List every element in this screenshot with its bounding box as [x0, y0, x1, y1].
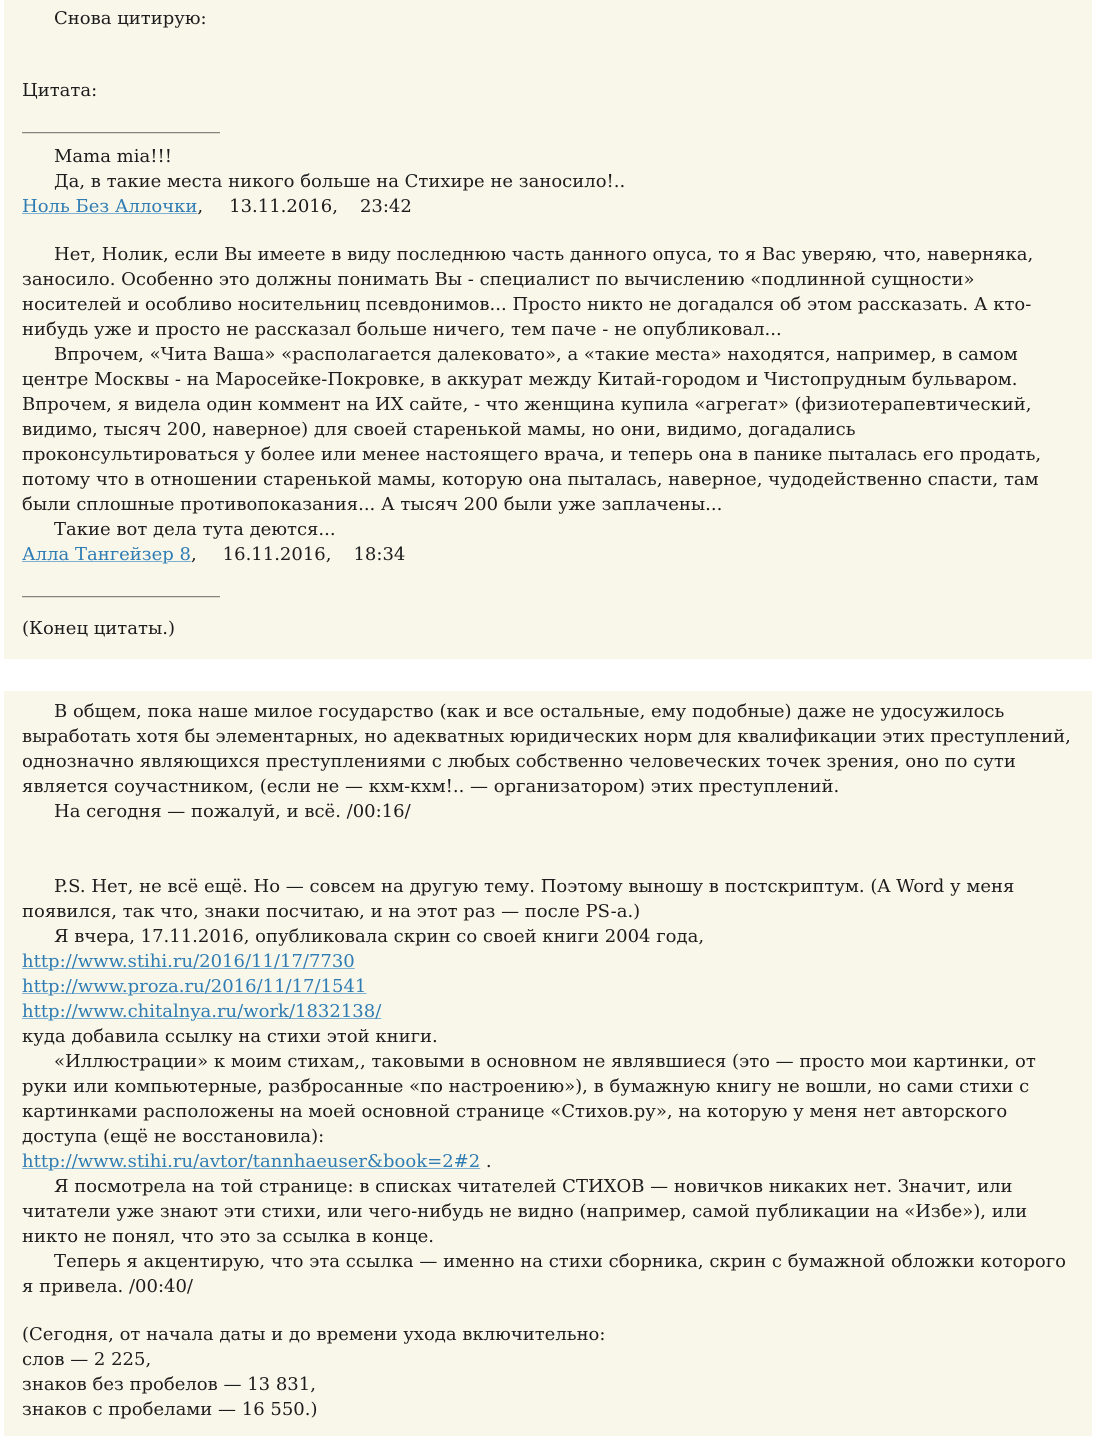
signature-date: 13.11.2016,	[229, 196, 338, 217]
avtor-link-suffix: .	[480, 1151, 492, 1172]
author-link-nol-bez-allochki[interactable]: Ноль Без Аллочки	[22, 196, 198, 217]
spacer	[22, 103, 1072, 111]
comment-line-1: Mama mia!!!	[54, 146, 172, 167]
link-stihi-7730[interactable]: http://www.stihi.ru/2016/11/17/7730	[22, 951, 355, 972]
signature-time: 18:34	[353, 544, 406, 565]
comment-line-2: Да, в такие места никого больше на Стихире не заносило!..	[54, 171, 626, 192]
ps-published-line: Я вчера, 17.11.2016, опубликовала скрин со своей книги 2004 года,	[54, 926, 705, 947]
para-today: На сегодня — пожалуй, и всё. /00:16/	[54, 801, 411, 822]
ps-accent-paragraph: Теперь я акцентирую, что эта ссылка — именно на стихи сборника, скрин с бумажной обложки которого я привела. /00:40/	[22, 1251, 1066, 1297]
ps-looked-paragraph: Я посмотрела на той странице: в списках читателей СТИХОВ — новичков никаких нет. Значит, или читатели уже знают эти стихи, или чего-нибудь не видно (например, самой публикации на «Избе»), или никто не понял, что это за ссылка в конце.	[22, 1176, 1028, 1247]
reply-paragraph-1: Нет, Нолик, если Вы имеете в виду последнюю часть данного опуса, то я Вас уверяю, что, наверняка, заносило. Особенно это должны понимать Вы - специалист по вычислению «подлинной сущности» носителей и особливо носительниц псевдонимов... Просто никто не догадался об этом рассказать. А кто-нибудь уже и просто не рассказал больше ничего, тем паче - не опубликовал...	[22, 244, 1034, 340]
link-proza-1541[interactable]: http://www.proza.ru/2016/11/17/1541	[22, 976, 367, 997]
reply-closing-line: Такие вот дела тута деются...	[54, 519, 336, 540]
stats-words-line: слов — 2 225,	[22, 1349, 152, 1370]
signature-time: 23:42	[359, 196, 412, 217]
ps-illustrations-paragraph: «Иллюстрации» к моим стихам,, таковыми в основном не являвшиеся (это — просто мои картинки, от руки или компьютерные, разбросанные «по настроению»), в бумажную книгу не вошли, но сами стихи с картинками расположены на моей основной странице «Стихов.ру», на которую у меня нет авторского доступа (ещё не восстановила):	[22, 1051, 1036, 1147]
signature-comma: ,	[197, 196, 204, 217]
stats-chars-line: знаков без пробелов — 13 831,	[22, 1374, 316, 1395]
spacer	[22, 600, 1072, 616]
spacer	[22, 567, 1072, 575]
stats-chars-spaces-line: знаков с пробелами — 16 550.)	[22, 1399, 318, 1420]
comment-signature	[22, 194, 1072, 219]
link-line-chitalnya	[22, 999, 1072, 1024]
ps-intro-paragraph: P.S. Нет, не всё ещё. Но — совсем на другую тему. Поэтому выношу в постскриптум. (A Word у меня появился, так что, знаки посчитаю, и на этот раз — после PS-а.)	[22, 876, 1015, 922]
author-link-alla-tangeizer[interactable]: Алла Тангейзер 8	[22, 544, 191, 565]
intro-line: Снова цитирую:	[54, 8, 207, 29]
quote-label: Цитата:	[22, 80, 98, 101]
para-state: В общем, пока наше милое государство (как и все остальные, ему подобные) даже не удосужилось выработать хотя бы элементарных, но адекватных юридических норм для квалификации этих преступлений, однозначно являющихся преступлениями с любых собственно человеческих точек зрения, оно по сути является соучастником, (если не — кхм-кхм!.. — организатором) этих преступлений.	[22, 701, 1071, 797]
spacer	[22, 31, 1072, 78]
spacer	[22, 219, 1072, 242]
stats-header-line: (Сегодня, от начала даты и до времени ухода включительно:	[22, 1324, 606, 1345]
main-post-block	[4, 691, 1092, 1436]
link-line-stihi	[22, 949, 1072, 974]
quote-divider-top: ______________________	[22, 113, 220, 134]
link-chitalnya-1832138[interactable]: http://www.chitalnya.ru/work/1832138/	[22, 1001, 382, 1022]
reply-signature	[22, 542, 1072, 567]
end-quote-label: (Конец цитаты.)	[22, 618, 176, 639]
link-stihi-avtor-page[interactable]: http://www.stihi.ru/avtor/tannhaeuser&book=2#2	[22, 1151, 481, 1172]
link-line-proza	[22, 974, 1072, 999]
signature-date: 16.11.2016,	[222, 544, 332, 565]
spacer	[22, 136, 1072, 144]
ps-added-line: куда добавила ссылку на стихи этой книги.	[22, 1026, 438, 1047]
quote-post-block	[4, 0, 1092, 659]
quote-divider-bottom: ______________________	[22, 577, 220, 598]
link-line-avtor	[22, 1149, 1072, 1174]
signature-comma: ,	[190, 544, 197, 565]
spacer	[22, 1299, 1072, 1322]
spacer	[22, 824, 1072, 874]
reply-paragraph-2: Впрочем, «Чита Ваша» «располагается далековато», а «такие места» находятся, например, в самом центре Москвы - на Маросейке-Покровке, в аккурат между Китай-городом и Чистопрудным бульваром. Впрочем, я видела один коммент на ИХ сайте, - что женщина купила «агрегат» (физиотерапевтический, видимо, тысяч 200, наверное) для своей старенькой мамы, но они, видимо, догадались проконсультироваться у более или менее настоящего врача, и теперь она в панике пыталась его продать, потому что в отношении старенькой мамы, которую она пыталась, наверное, чудодейственно спасти, там были сплошные противопоказания... А тысяч 200 были уже заплачены...	[22, 344, 1042, 515]
